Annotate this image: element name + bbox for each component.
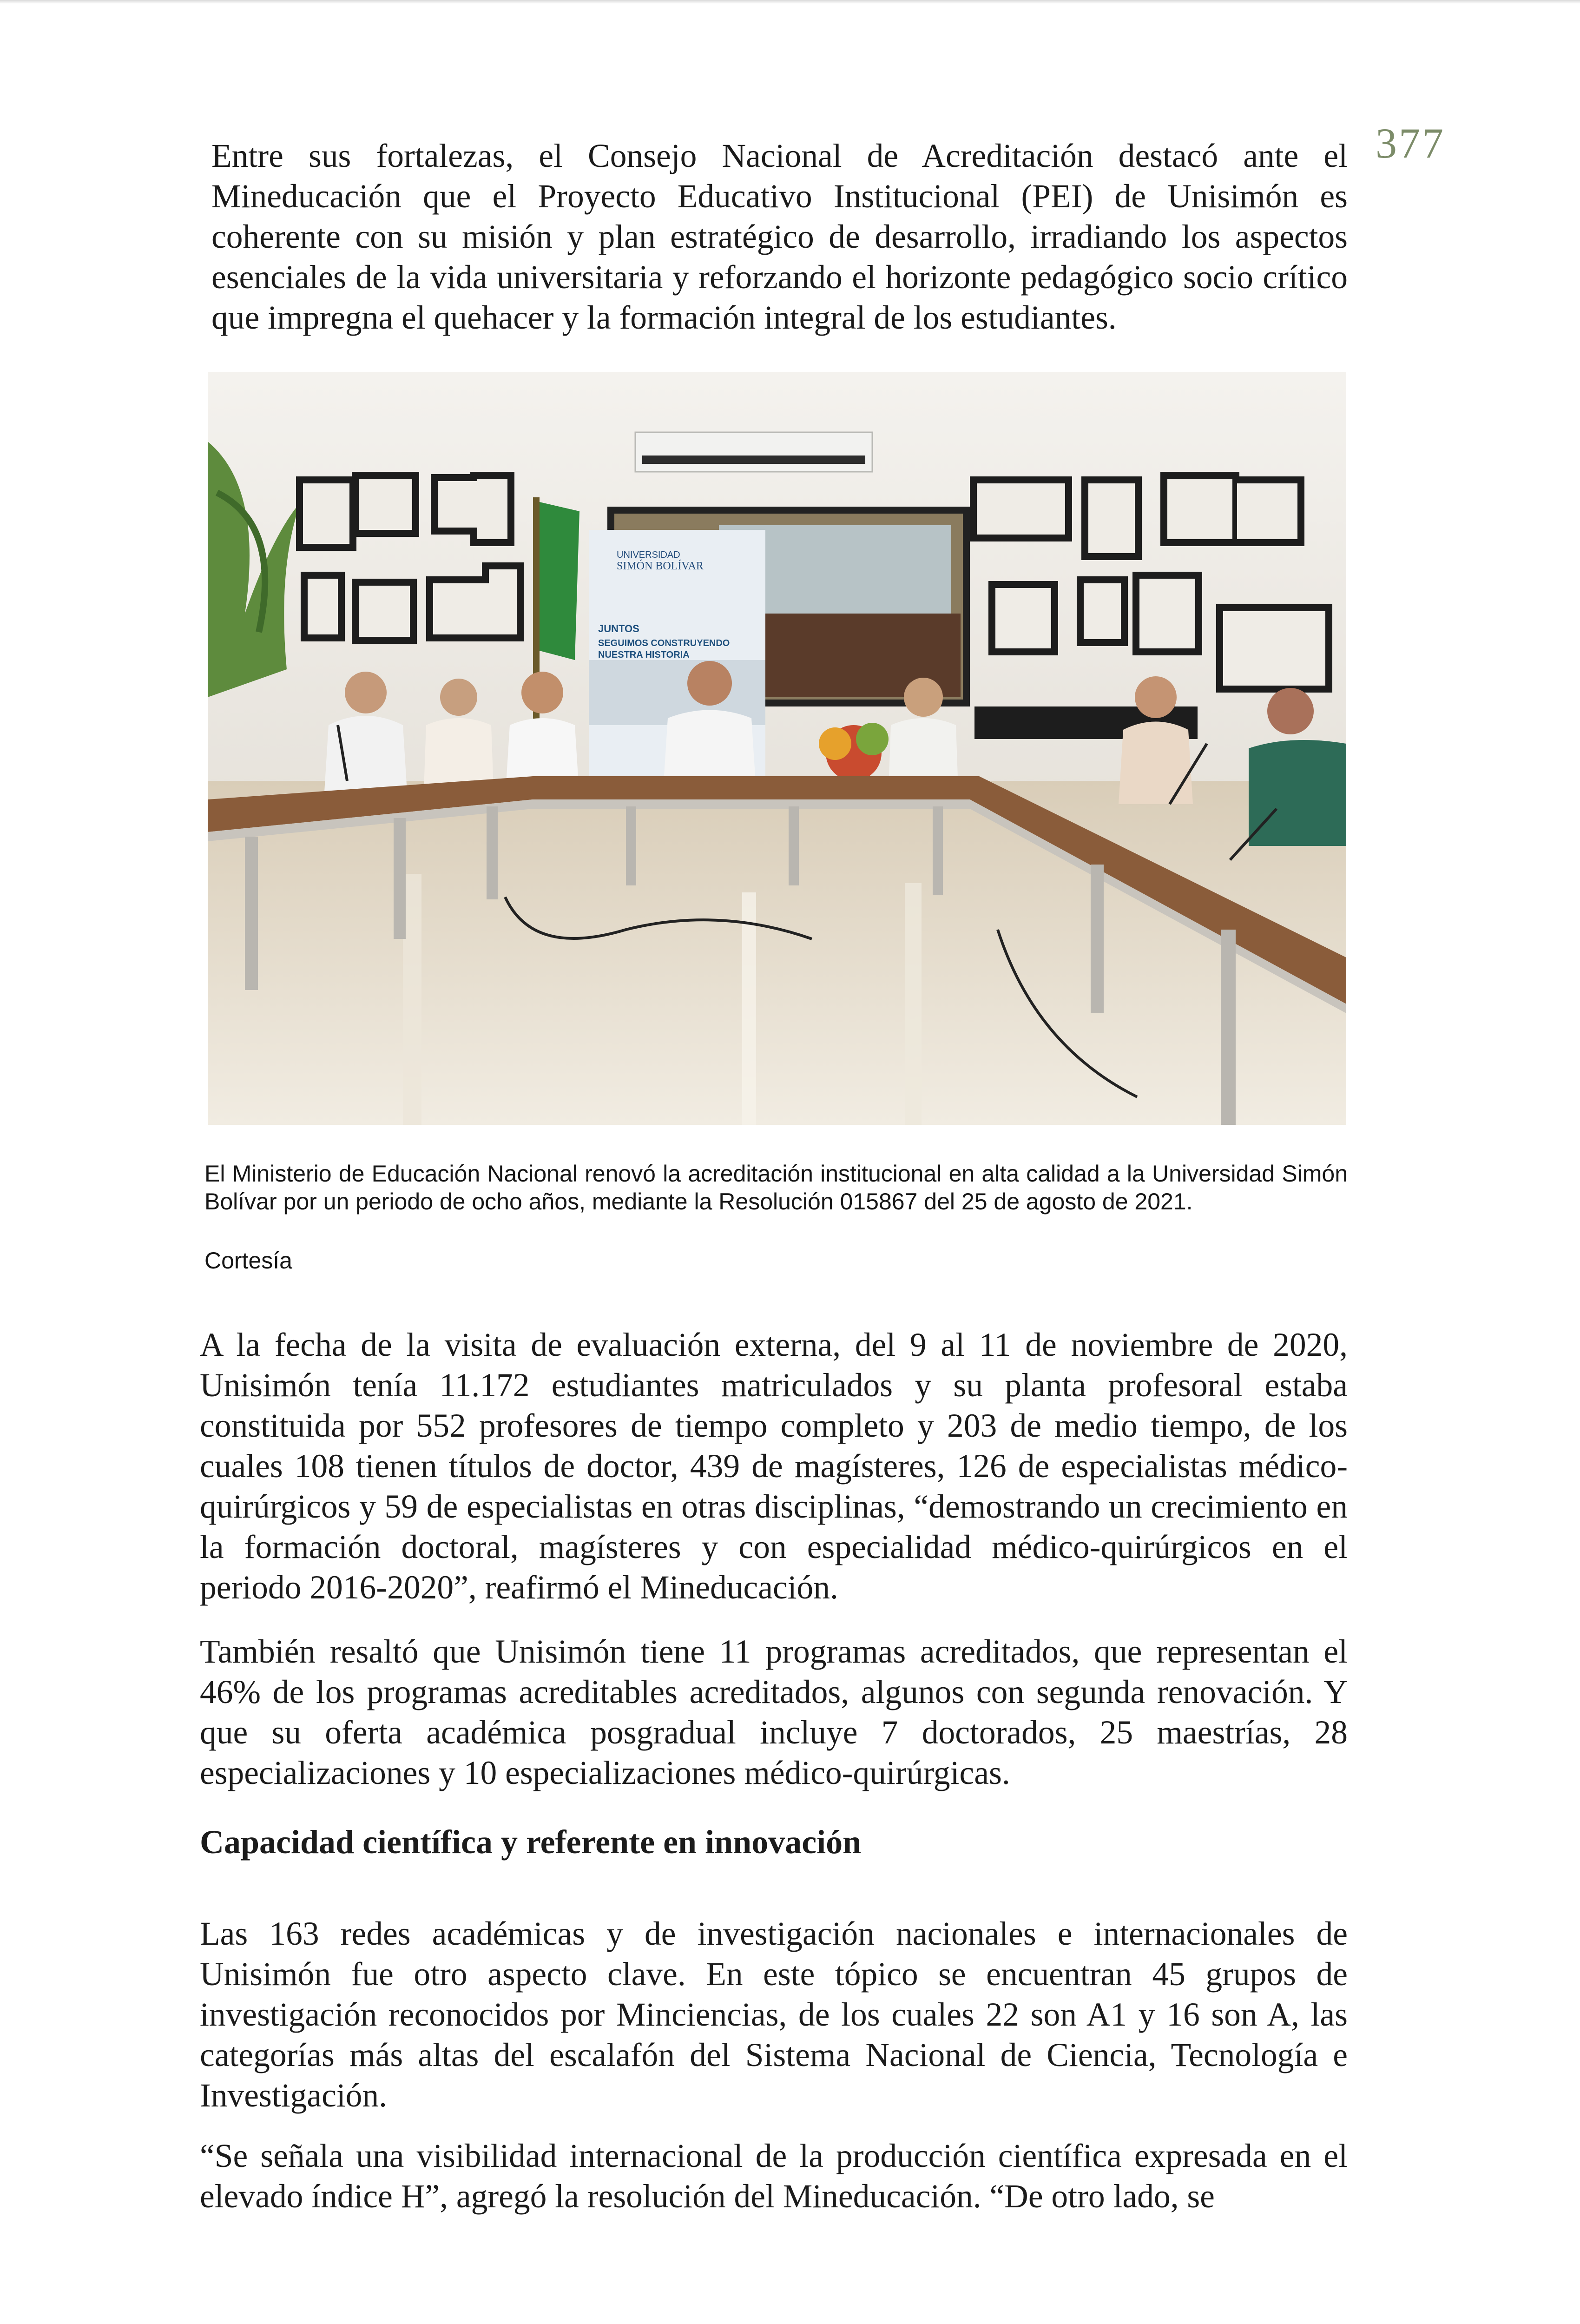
section-heading: Capacidad científica y referente en innovación xyxy=(200,1823,862,1861)
photo-caption: El Ministerio de Educación Nacional renovó la acreditación institucional en alta calidad a la Universidad Simón Bolívar por un periodo de ocho años, mediante la Resolución 015867 del 25 de agosto de 2021. xyxy=(204,1161,1348,1215)
banner-name-line: SIMÓN BOLÍVAR xyxy=(617,560,704,572)
banner-line-2: SEGUIMOS CONSTRUYENDO xyxy=(598,638,730,648)
paragraph-visit: A la fecha de la visita de evaluación externa, del 9 al 11 de noviembre de 2020, Unisimón tenía 11.172 estudiantes matriculados y su planta profesoral estaba constituida por 552 profesores de tiempo completo y 203 de medio tiempo, de los cuales 108 tienen títulos de doctor, 439 de magísteres, 126 de especialistas médico-quirúrgicos y 59 de especialistas en otras disciplinas, “demostrando un crecimiento en la formación doctoral, magísteres y con especialidad médico-quirúrgicos en el periodo 2016-2020”, reafirmó el Mineducación. xyxy=(200,1327,1348,1606)
paragraph-intro: Entre sus fortalezas, el Consejo Nacional de Acreditación destacó ante el Mineducación que el Proyecto Educativo Institucional (PEI) de Unisimón es coherente con su misión y plan estratégico de desarrollo, irradiando los aspectos esenciales de la vida universitaria y reforzando el horizonte pedagógico socio crítico que impregna el quehacer y la formación integral de los estudiantes. xyxy=(211,138,1348,336)
paragraph-programs: También resaltó que Unisimón tiene 11 programas acreditados, que representan el 46% de los programas acreditables acreditados, algunos con segunda renovación. Y que su oferta académica posgradual incluye 7 doctorados, 25 maestrías, 28 especializaciones y 10 especializaciones médico-quirúrgicas. xyxy=(200,1633,1348,1791)
page-number: 377 xyxy=(1376,119,1445,167)
banner-line-3: NUESTRA HISTORIA xyxy=(598,650,690,660)
meeting-photo xyxy=(208,372,1346,1125)
paragraph-visibility: “Se señala una visibilidad internacional de la producción científica expresada en el elevado índice H”, agregó la resolución del Mineducación. “De otro lado, se xyxy=(200,2138,1348,2215)
photo-credit: Cortesía xyxy=(204,1248,292,1274)
banner-juntos: JUNTOS xyxy=(598,623,639,634)
banner-university-line: UNIVERSIDAD xyxy=(617,550,680,560)
paragraph-networks: Las 163 redes académicas y de investigación nacionales e internacionales de Unisimón fue otro aspecto clave. En este tópico se encuentran 45 grupos de investigación reconocidos por Minciencias, de los cuales 22 son A1 y 16 son A, las categorías más altas del escalafón del Sistema Nacional de Ciencia, Tecnología e Investigación. xyxy=(200,1915,1348,2114)
scan-edge xyxy=(0,0,1580,4)
